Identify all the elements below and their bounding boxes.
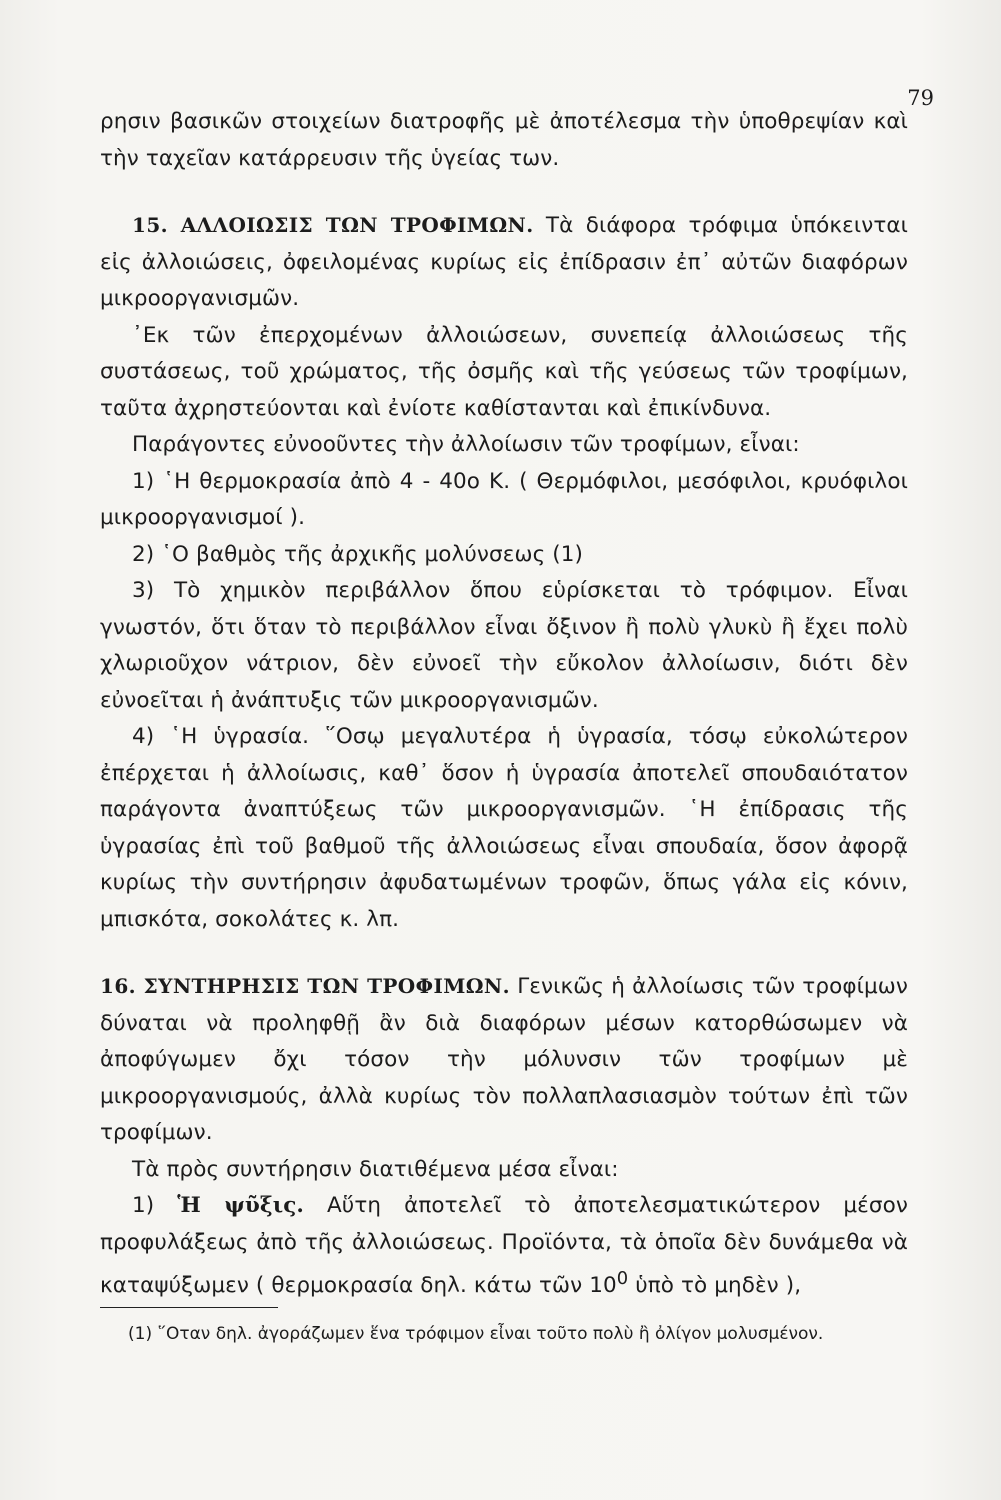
term-heading: Ἡ ψῦξις. [177,1193,304,1218]
list-item: 1) ῾Η θερμοκρασία ἀπὸ 4 - 40ο Κ. ( Θερμόφιλοι, μεσόφιλοι, κρυόφιλοι μικροοργανισμοί ). [100,468,908,530]
list-item [100,1188,908,1305]
section-15 [100,207,908,318]
paragraph: Παράγοντες εὐνοοῦντες τὴν ἀλλοίωσιν τῶν τροφίμων, εἶναι: [132,432,800,457]
list-item: 4) ῾Η ὑγρασία. ῞Οσῳ μεγαλυτέρα ἡ ὑγρασία, τόσῳ εὐκολώτερον ἐπέρχεται ἡ ἀλλοίωσις, καθ᾽ ὅσον ἡ ὑγρασία ἀποτελεῖ σπουδαιότατον παράγοντα ἀναπτύξεως τῶν μικροοργανισμῶν. ῾Η ἐπίδρασις τῆς ὑγρασίας ἐπὶ τοῦ βαθμοῦ τῆς ἀλλοιώσεως εἶναι σπουδαία, ὅσον ἀφορᾷ κυρίως τὴν συντήρησιν ἀφυδατωμένων τροφῶν, ὅπως γάλα εἰς κόνιν, μπισκότα, σοκολάτες κ. λπ. [100,724,908,932]
degree-superscript: 0 [616,1268,629,1289]
section-heading: 15. ΑΛΛΟΙΩΣΙΣ ΤΩΝ ΤΡΟΦΙΜΩΝ. [132,213,534,237]
list-item: 3) Τὸ χημικὸν περιβάλλον ὅπου εὑρίσκεται τὸ τρόφιμον. Εἶναι γνωστόν, ὅτι ὅταν τὸ περιβάλλον εἶναι ὄξινον ἢ πολὺ γλυκὺ ἢ ἔχει πολὺ χλωριοῦχον νάτριον, δὲν εὐνοεῖ τὴν εὔκολον ἀλλοίωσιν, διότι δὲν εὐνοεῖται ἡ ἀνάπτυξις τῶν μικροοργανισμῶν. [100,578,908,713]
paragraph-text: Αὕτη ἀποτελεῖ τὸ ἀποτελεσματικώτερον μέσον προφυλάξεως ἀπὸ τῆς ἀλλοιώσεως. Προϊόντα, τὰ ὁποῖα δὲν δυνάμεθα νὰ καταψύξωμεν ( θερμοκρασία δηλ. κάτω τῶν 10 [100,1193,908,1299]
paragraph: ρησιν βασικῶν στοιχείων διατροφῆς μὲ ἀποτέλεσμα τὴν ὑποθρεψίαν καὶ τὴν ταχεῖαν κατάρρευσιν τῆς ὑγείας των. [100,109,908,171]
list-item: 2) ῾Ο βαθμὸς τῆς ἀρχικῆς μολύνσεως (1) [132,541,583,567]
paragraph: Τὰ πρὸς συντήρησιν διατιθέμενα μέσα εἶναι: [132,1156,619,1182]
page-number: 79 [907,86,934,110]
list-number: 1) [132,1193,178,1218]
paragraph-text: ὑπὸ τὸ μηδὲν ), [635,1273,802,1299]
section-16 [100,968,908,1152]
footnote: (1) ῞Οταν δηλ. ἀγοράζωμεν ἕνα τρόφιμον εἶναι τοῦτο πολὺ ἢ ὀλίγον μολυσμένον. [128,1324,824,1344]
footnote-divider [100,1307,278,1308]
page-body [100,104,908,1305]
paragraph: ᾽Εκ τῶν ἐπερχομένων ἀλλοιώσεων, συνεπείᾳ ἀλλοιώσεως τῆς συστάσεως, τοῦ χρώματος, τῆς ὀσμῆς καὶ τῆς γεύσεως τῶν τροφίμων, ταῦτα ἀχρηστεύονται καὶ ἐνίοτε καθίστανται καὶ ἐπικίνδυνα. [100,322,908,421]
paragraph-text: Τὰ διάφορα τρόφιμα ὑπόκεινται εἰς ἀλλοιώσεις, ὀφειλομένας κυρίως εἰς ἐπίδρασιν ἐπ᾽ αὐτῶν διαφόρων μικροοργανισμῶν. [100,213,909,311]
section-heading: 16. ΣΥΝΤΗΡΗΣΙΣ ΤΩΝ ΤΡΟΦΙΜΩΝ. [100,974,510,998]
paragraph-text: Γενικῶς ἡ ἀλλοίωσις τῶν τροφίμων δύναται νὰ προληφθῇ ἂν διὰ διαφόρων μέσων κατορθώσωμεν νὰ ἀποφύγωμεν ὄχι τόσον τὴν μόλυνσιν τῶν τροφίμων μὲ μικροοργανισμούς, ἀλλὰ κυρίως τὸν πολλαπλασιασμὸν τούτων ἐπὶ τῶν τροφίμων. [100,974,908,1145]
